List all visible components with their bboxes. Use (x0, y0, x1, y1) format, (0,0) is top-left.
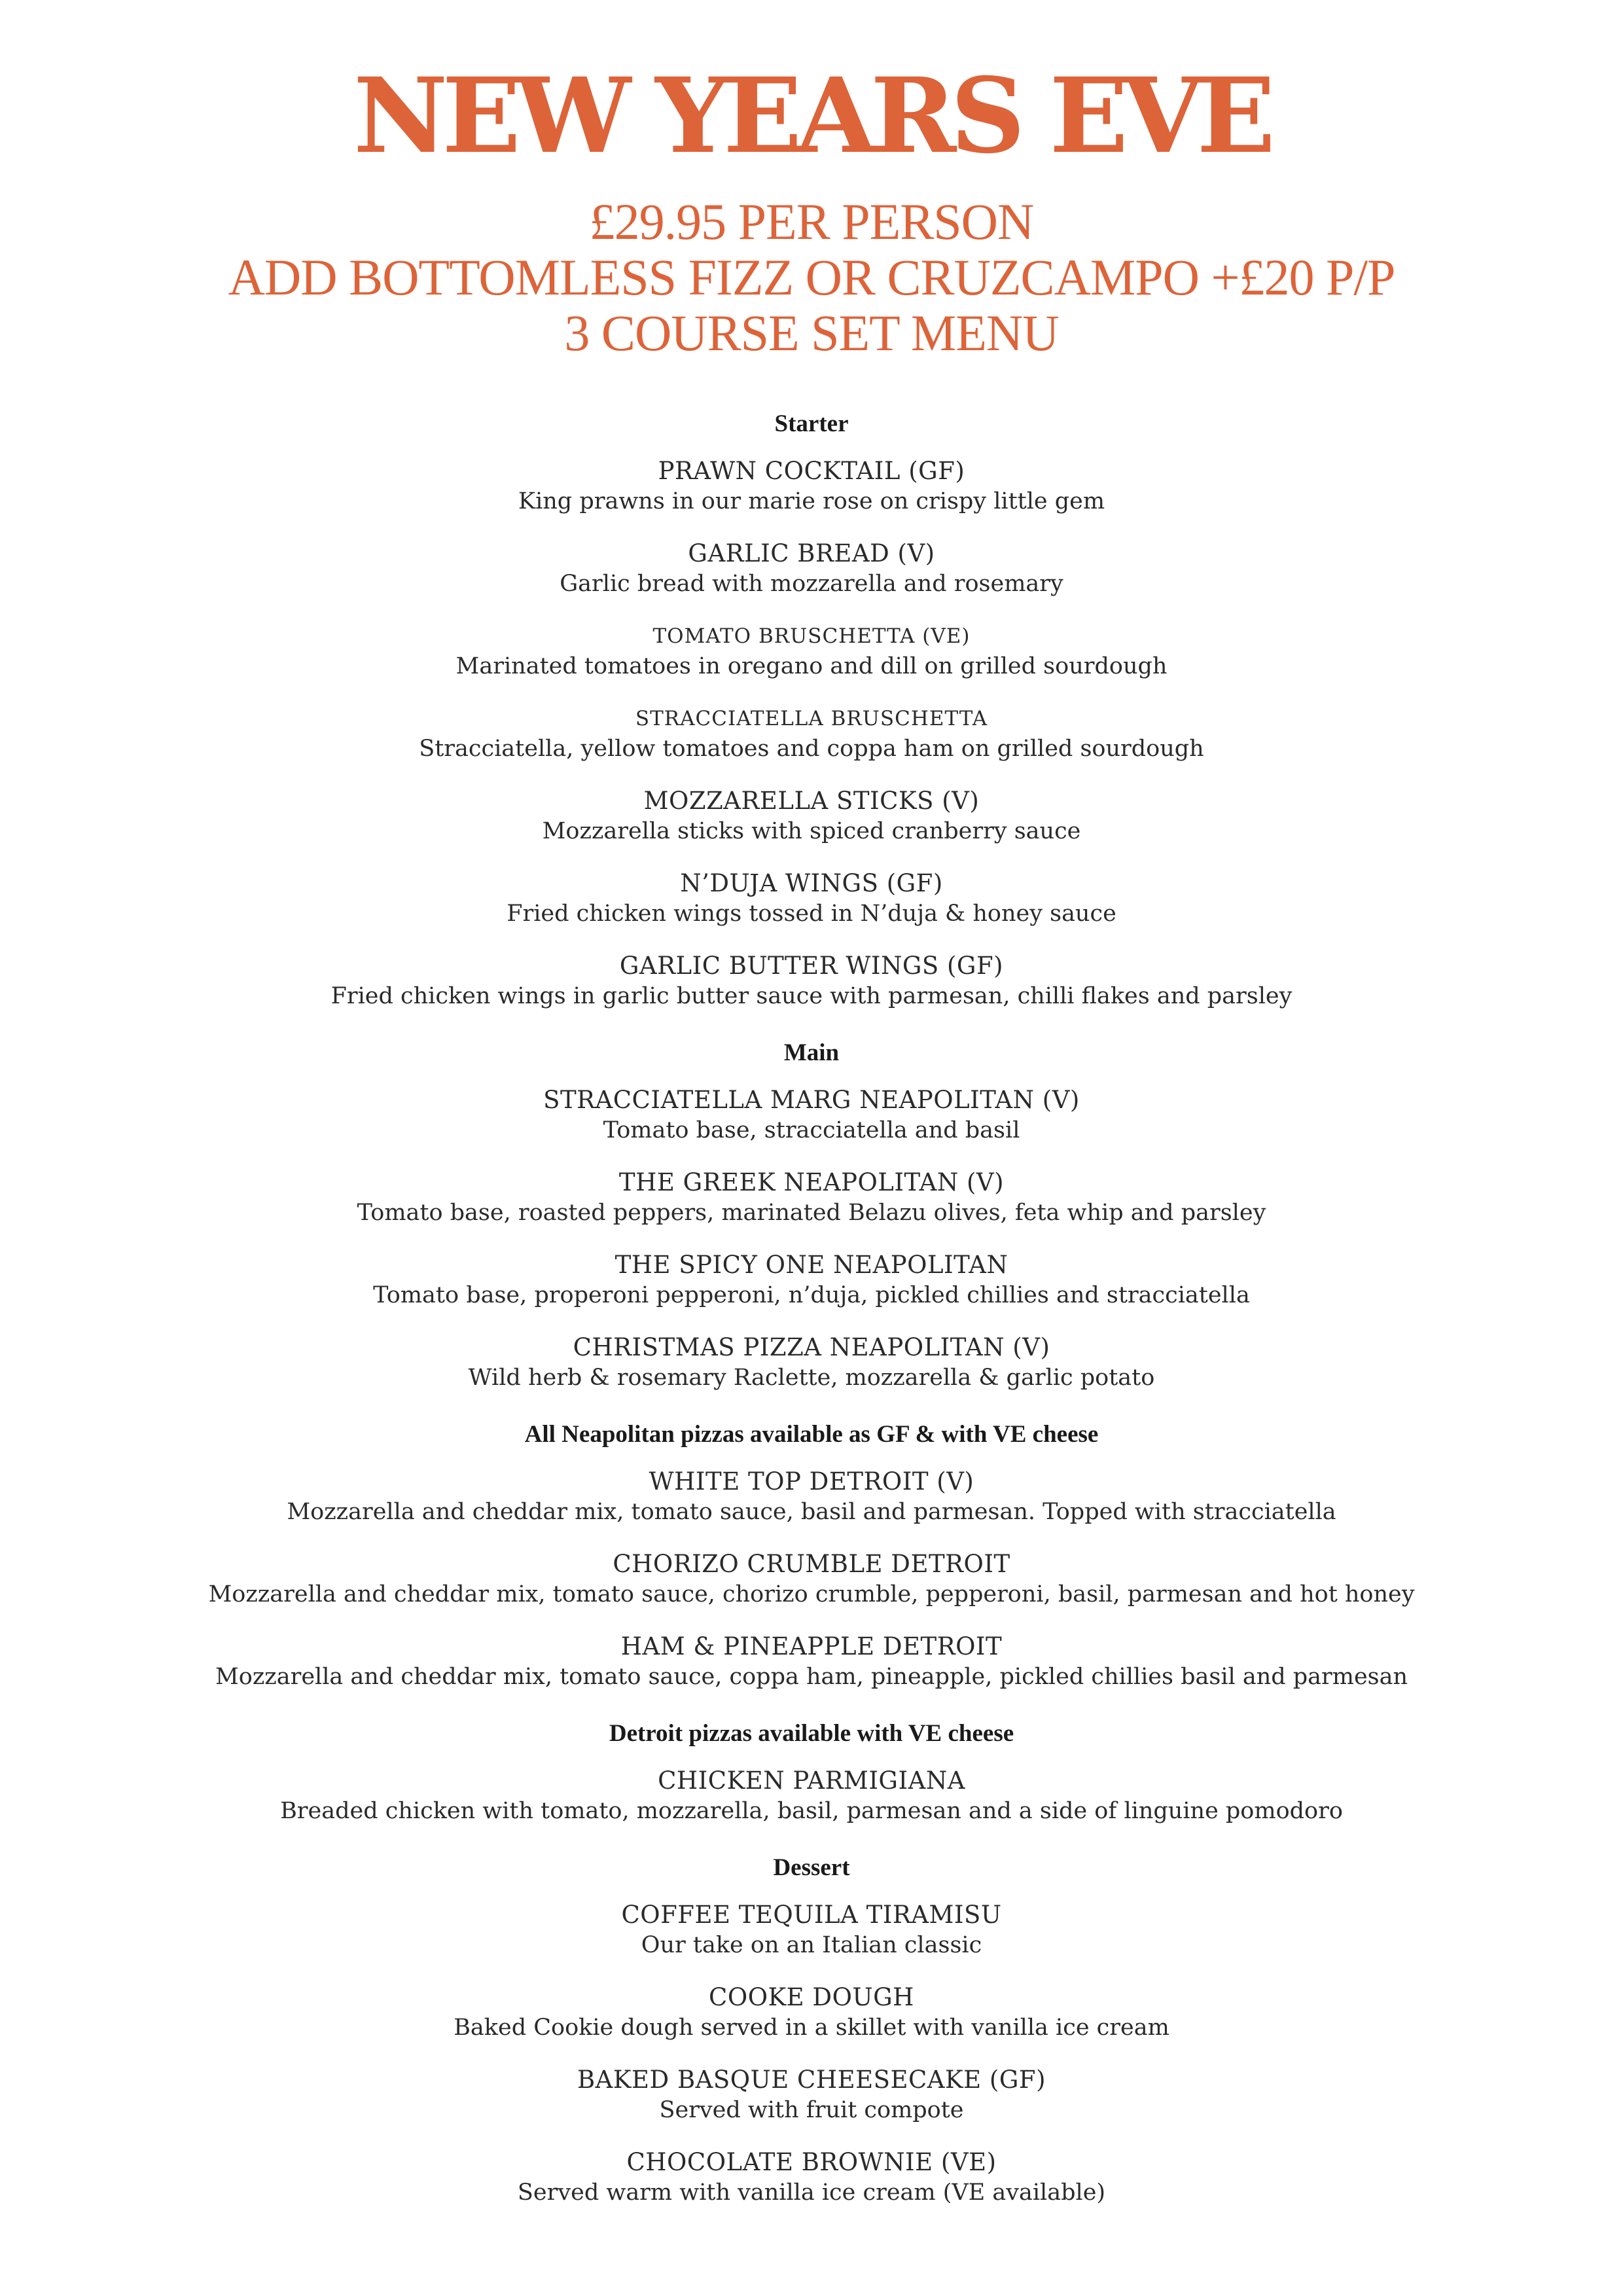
item-name: PRAWN COCKTAIL (GF) (658, 457, 965, 485)
section-heading-main: Main (783, 1039, 840, 1066)
menu-item (0, 1900, 1623, 1982)
menu-item (0, 1085, 1623, 1168)
item-name: STRACCIATELLA BRUSCHETTA (635, 707, 988, 730)
section-heading-starter: Starter (774, 410, 849, 437)
item-description: Stracciatella, yellow tomatoes and coppa ham on grilled sourdough (419, 736, 1204, 762)
detroit-note: Detroit pizzas available with VE cheese (609, 1720, 1014, 1747)
item-description: Served warm with vanilla ice cream (VE available) (517, 2179, 1106, 2206)
item-name: GARLIC BUTTER WINGS (GF) (619, 952, 1004, 980)
item-name: CHORIZO CRUMBLE DETROIT (613, 1550, 1010, 1578)
item-description: Mozzarella and cheddar mix, tomato sauce, basil and parmesan. Topped with stracciatella (287, 1499, 1336, 1525)
item-description: Fried chicken wings tossed in N’duja & honey sauce (507, 901, 1116, 927)
menu-item (0, 951, 1623, 1033)
item-name: MOZZARELLA STICKS (V) (643, 787, 980, 815)
item-description: Served with fruit compote (659, 2097, 964, 2123)
menu-item (0, 2147, 1623, 2230)
addon-line: ADD BOTTOMLESS FIZZ OR CRUZCAMPO +£20 P/P (228, 249, 1395, 306)
item-description: Fried chicken wings in garlic butter sauce with parmesan, chilli flakes and parsley (330, 983, 1293, 1009)
menu-item (0, 1982, 1623, 2065)
menu-item (0, 2065, 1623, 2147)
menu-item (0, 621, 1623, 704)
item-description: King prawns in our marie rose on crispy little gem (518, 488, 1105, 514)
item-name: GARLIC BREAD (V) (688, 539, 935, 567)
item-name: COOKE DOUGH (709, 1983, 914, 2011)
item-name: N’DUJA WINGS (GF) (680, 869, 943, 897)
item-description: Our take on an Italian classic (641, 1932, 982, 1958)
page-title: NEW YEARS EVE (353, 56, 1270, 177)
item-description: Mozzarella sticks with spiced cranberry sauce (542, 818, 1081, 844)
menu-item (0, 704, 1623, 786)
item-name: THE SPICY ONE NEAPOLITAN (615, 1251, 1008, 1279)
item-description: Marinated tomatoes in oregano and dill on grilled sourdough (455, 653, 1168, 679)
item-description: Tomato base, roasted peppers, marinated Belazu olives, feta whip and parsley (357, 1200, 1266, 1226)
price-line: £29.95 PER PERSON (589, 193, 1034, 250)
item-name: CHRISTMAS PIZZA NEAPOLITAN (V) (573, 1333, 1050, 1361)
item-description: Tomato base, properoni pepperoni, n’duja, pickled chillies and stracciatella (373, 1282, 1250, 1308)
menu-item (0, 1467, 1623, 1549)
item-name: WHITE TOP DETROIT (V) (649, 1467, 974, 1496)
neapolitan-note: All Neapolitan pizzas available as GF & with VE cheese (524, 1421, 1099, 1448)
course-line: 3 COURSE SET MENU (564, 304, 1059, 361)
item-description: Mozzarella and cheddar mix, tomato sauce, chorizo crumble, pepperoni, basil, parmesan and hot honey (208, 1581, 1415, 1607)
menu-item (0, 456, 1623, 539)
section-heading-dessert: Dessert (773, 1854, 850, 1881)
menu-item (0, 1168, 1623, 1250)
menu-item (0, 1632, 1623, 1714)
menu-list (0, 404, 1623, 2230)
item-description: Tomato base, stracciatella and basil (603, 1117, 1020, 1143)
item-name: TOMATO BRUSCHETTA (VE) (652, 624, 971, 648)
menu-item (0, 786, 1623, 869)
item-name: THE GREEK NEAPOLITAN (V) (618, 1168, 1005, 1196)
item-description: Mozzarella and cheddar mix, tomato sauce, coppa ham, pineapple, pickled chillies basil and parmesan (215, 1664, 1408, 1690)
item-name: CHICKEN PARMIGIANA (658, 1767, 965, 1795)
item-description: Wild herb & rosemary Raclette, mozzarella & garlic potato (468, 1365, 1155, 1391)
item-description: Baked Cookie dough served in a skillet with vanilla ice cream (454, 2015, 1169, 2041)
menu-item (0, 1549, 1623, 1632)
menu-item (0, 539, 1623, 621)
item-name: BAKED BASQUE CHEESECAKE (GF) (577, 2066, 1046, 2094)
menu-item (0, 869, 1623, 951)
menu-item (0, 1766, 1623, 1848)
menu-item (0, 1250, 1623, 1333)
menu-item (0, 1333, 1623, 1415)
item-description: Garlic bread with mozzarella and rosemary (560, 571, 1063, 597)
item-description: Breaded chicken with tomato, mozzarella, basil, parmesan and a side of linguine pomodoro (280, 1798, 1343, 1824)
item-name: COFFEE TEQUILA TIRAMISU (621, 1901, 1002, 1929)
menu-subtitle-block (0, 194, 1623, 361)
item-name: CHOCOLATE BROWNIE (VE) (626, 2148, 997, 2176)
item-name: STRACCIATELLA MARG NEAPOLITAN (V) (543, 1086, 1080, 1114)
item-name: HAM & PINEAPPLE DETROIT (620, 1632, 1003, 1660)
